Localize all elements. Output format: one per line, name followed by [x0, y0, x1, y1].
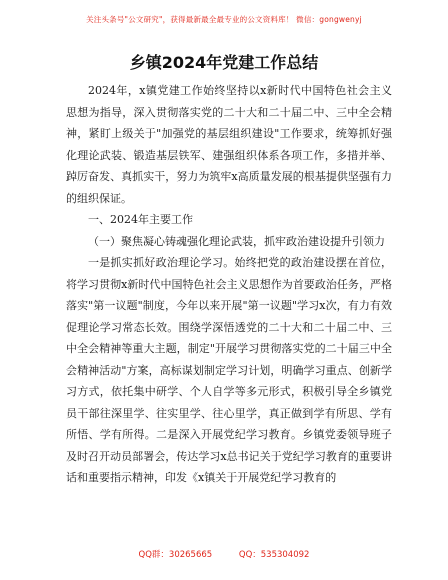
document-body [66, 80, 392, 489]
subsection-paragraph: 一是抓实抓好政治理论学习。始终把党的政治建设摆在首位，将学习贯彻x新时代中国特色社会主义思想作为首要政治任务，严格落实"第一议题"制度，今年以来开展"第一议题"学习x次，有力有效促理论学习常态长效。围绕学深悟透党的二十大和二十届二中、三中全会精神等重大主题，制定"开展学习贯彻落实党的二十届三中全会精神活动"方案，高标谋划制定学习计划，明确学习重点、创新学习方式，依托集中研学、个人自学等多元形式，积极引导全乡镇党员干部往深里学、往实里学、往心里学，真正做到学有所思、学有所悟、学有所得。二是深入开展党纪学习教育。乡镇党委领导班子及时召开动员部署会，传达学习x总书记关于党纪学习教育的重要讲话和重要指示精神，印发《x镇关于开展党纪学习教育的 [66, 256, 392, 484]
footer-qq-group: QQ群：30265665 [138, 550, 213, 560]
subsection-heading: （一）聚焦凝心铸魂强化理论武装，抓牢政治建设提升引领力 [88, 234, 385, 248]
footer-qq: QQ：535304092 [238, 550, 310, 560]
document-title: 乡镇2024年党建工作总结 [129, 53, 319, 72]
section-heading: 一、2024年主要工作 [88, 213, 193, 226]
intro-paragraph: 2024年，x镇党建工作始终坚持以x新时代中国特色社会主义思想为指导，深入贯彻落实党的二十大和二十届二中、三中全会精神，紧盯上级关于"加强党的基层组织建设"工作要求，统筹抓好强化理论武装、锻造基层铁军、建强组织体系各项工作，多措并举、踔厉奋发、真抓实干，努力为筑牢x高质量发展的根基提供坚强有力的组织保证。 [66, 84, 392, 205]
footer-contact [0, 548, 448, 560]
header-banner: 关注头条号"公文研究"，获得最新最全最专业的公文资料库！ 微信：gongwenyj [86, 15, 362, 24]
